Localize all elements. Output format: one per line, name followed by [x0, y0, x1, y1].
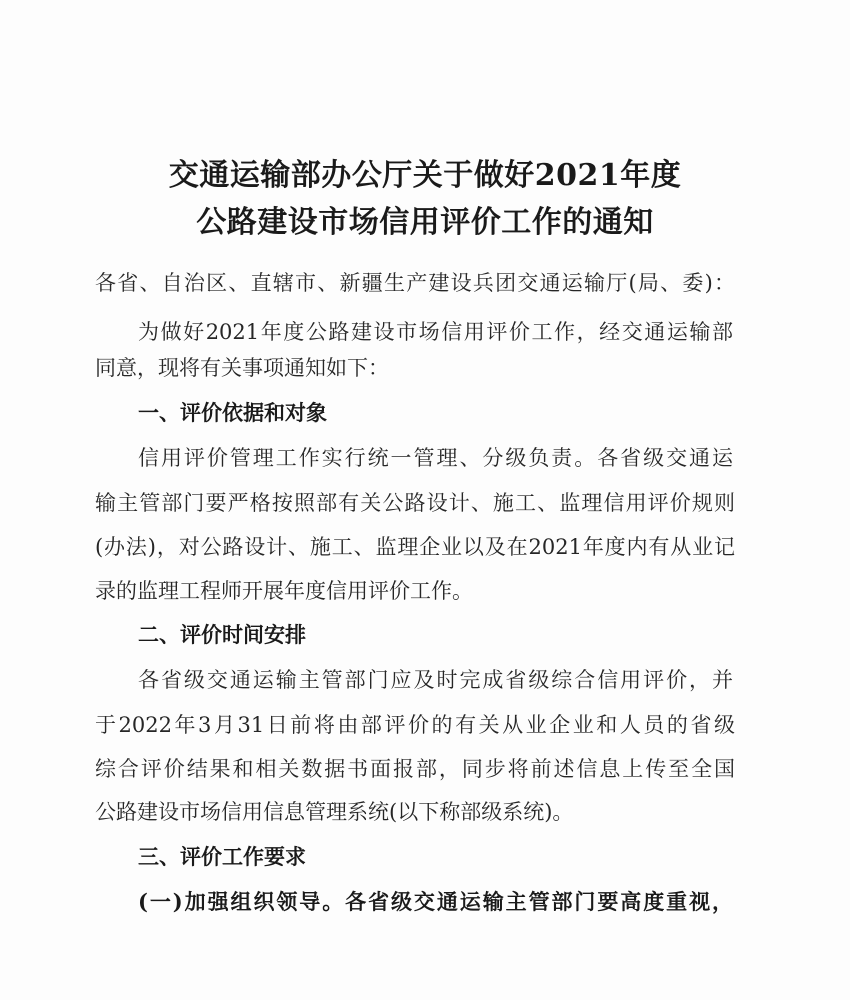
- section-2-line-1: 各省级交通运输主管部门应及时完成省级综合信用评价，并: [138, 668, 733, 692]
- document-title-line-1: 交通运输部办公厅关于做好2021年度: [168, 158, 682, 193]
- section-2-line-3: 综合评价结果和相关数据书面报部，同步将前述信息上传至全国: [95, 757, 735, 781]
- intro-line-2: 同意，现将有关事项通知如下：: [95, 356, 389, 380]
- document-title-line-2: 公路建设市场信用评价工作的通知: [196, 205, 654, 240]
- section-1-line-4: 录的监理工程师开展年度信用评价工作。: [95, 579, 473, 603]
- section-3-heading: 三、评价工作要求: [138, 844, 306, 869]
- section-1-heading: 一、评价依据和对象: [138, 400, 327, 425]
- section-1-line-2: 输主管部门要严格按照部有关公路设计、施工、监理信用评价规则: [95, 491, 735, 515]
- section-1-line-1: 信用评价管理工作实行统一管理、分级负责。各省级交通运: [138, 446, 733, 470]
- section-2-heading: 二、评价时间安排: [138, 622, 306, 647]
- section-2-line-4: 公路建设市场信用信息管理系统(以下称部级系统)。: [95, 800, 574, 824]
- intro-line-1: 为做好2021年度公路建设市场信用评价工作，经交通运输部: [138, 320, 733, 344]
- section-3-line-1: (一)加强组织领导。各省级交通运输主管部门要高度重视，: [138, 889, 733, 914]
- section-2-line-2: 于2022年3月31日前将由部评价的有关从业企业和人员的省级: [95, 713, 735, 737]
- addressee: 各省、自治区、直辖市、新疆生产建设兵团交通运输厅(局、委)：: [95, 271, 735, 295]
- section-1-line-3: (办法)，对公路设计、施工、监理企业以及在2021年度内有从业记: [95, 535, 735, 559]
